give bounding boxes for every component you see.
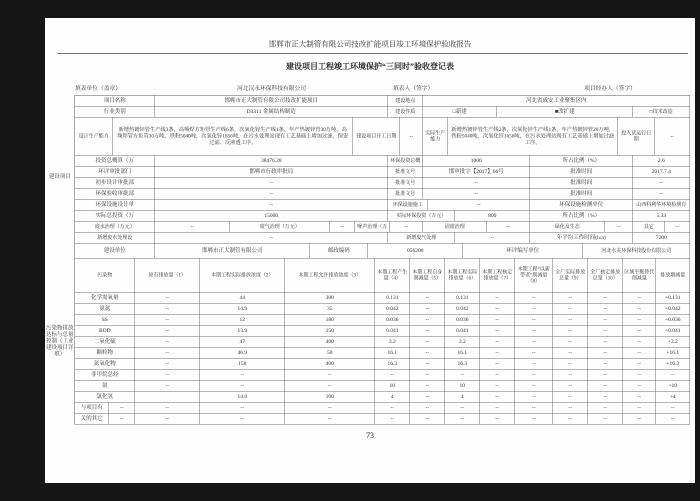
pollutant-cell: -- (588, 414, 623, 425)
nature-option-expand: ■改扩建 (497, 107, 633, 118)
pollutant-cell: -- (200, 370, 285, 381)
pollutant-cell: -- (588, 392, 623, 403)
pollutant-row (75, 337, 690, 348)
gas-cost-value: -- (330, 222, 355, 233)
pollutant-cell: -- (480, 414, 515, 425)
fill-unit-value: 河北汉永环保科技有限公司 (237, 85, 306, 92)
pollutant-cell: -- (480, 326, 515, 337)
pollutant-cell: -- (285, 381, 375, 392)
pollutant-cell: -- (553, 315, 588, 326)
pollutant-cell: -- (588, 337, 623, 348)
pollutant-cell: -- (623, 381, 656, 392)
pollutant-cell: 3.2 (445, 337, 480, 348)
actual-invest-label: 实际总投资（万 (75, 211, 155, 222)
pollutant-cell: 16.3 (375, 359, 410, 370)
pollutant-cell: -- (623, 337, 656, 348)
pollutant-header-cell: 全厂核定排放总量（10） (588, 259, 623, 293)
location-value: 河北省成安工业聚集区内 (423, 96, 690, 107)
pollutant-cell: 400 (285, 359, 375, 370)
pollutant-cell: -- (410, 414, 445, 425)
row-env-facility (75, 200, 690, 211)
pollutant-cell: -- (623, 315, 656, 326)
pollutant-cell: -- (515, 392, 553, 403)
pollutant-cell: +4 (656, 392, 690, 403)
pollutant-cell: 4 (445, 392, 480, 403)
pollutant-cell: 158 (200, 359, 285, 370)
pollutant-cell: -- (656, 403, 690, 414)
pollutant-header-cell: 原有排放量（1） (135, 259, 200, 293)
eia-date-value: 2017.7.4 (633, 167, 690, 178)
row-group-labels (45, 95, 75, 425)
noise-cost-label: 噪声治理（万 (355, 222, 390, 233)
pollutant-cell: -- (515, 403, 553, 414)
pollutant-cell: -- (623, 348, 656, 359)
pollutant-cell: +0.036 (656, 315, 690, 326)
pollutant-cell: -- (588, 315, 623, 326)
pollutant-cell: -- (553, 304, 588, 315)
pollutant-cell: -- (623, 414, 656, 425)
pollutant-cell: -- (410, 304, 445, 315)
pollutant-cell: -- (656, 370, 690, 381)
other-cost-label: 其它 (633, 222, 665, 233)
pollutant-cell: +16.3 (656, 359, 690, 370)
acceptance-doc-label: 批准文号 (388, 189, 423, 200)
pollutant-cell: 12 (200, 315, 285, 326)
pollutant-cell: -- (515, 414, 553, 425)
pollutant-cell: -- (623, 403, 656, 414)
pollutant-cell: -- (515, 293, 553, 304)
facility-build-value: -- (428, 200, 530, 211)
pollutant-cell: -- (135, 381, 200, 392)
new-gas-label: 新增废气处理 (388, 233, 455, 244)
pollutant-cell: -- (515, 359, 553, 370)
acceptance-dept-value: -- (155, 189, 388, 200)
pollutant-header-cell: 本期工程实际排放浓度（2） (200, 259, 285, 293)
actual-capacity-label: 实际生产能力 (423, 118, 448, 156)
pollutant-cell: 16.1 (445, 348, 480, 359)
pollutant-cell: -- (588, 381, 623, 392)
acceptance-dept-label: 环保验收审批部 (75, 189, 155, 200)
pollutant-cell: -- (588, 348, 623, 359)
pollutant-cell: +3.2 (656, 337, 690, 348)
actual-ratio-label: 所占比例（%） (530, 211, 633, 222)
pollutant-cell: -- (135, 414, 200, 425)
pollutant-cell: 35 (285, 304, 375, 315)
row-capacity (75, 118, 690, 156)
form-body (45, 95, 690, 425)
pollutant-cell: 非甲烷总烃 (75, 370, 135, 381)
solidwaste-cost-label: 固废治理 (423, 222, 487, 233)
pollutant-cell: +10 (656, 381, 690, 392)
pollutant-cell: -- (588, 293, 623, 304)
pollutant-cell: -- (445, 370, 480, 381)
pollutant-cell: -- (588, 304, 623, 315)
group-label-construction: 建设项目 (48, 173, 71, 180)
pollutant-cell: -- (410, 326, 445, 337)
facility-design-label: 环保设施设计单 (75, 200, 155, 211)
pollutant-cell: 46.9 (200, 348, 285, 359)
pollutant-cell: -- (200, 403, 285, 414)
report-header: 邯郸市正大制管有限公司技改扩能项目竣工环境保护验收报告 (268, 40, 472, 49)
row-industry (75, 107, 690, 118)
pollutant-cell: -- (480, 392, 515, 403)
env-invest-budget-value: 1000 (423, 156, 530, 167)
pollutant-cell: -- (200, 414, 285, 425)
pollutant-cell: -- (410, 359, 445, 370)
pollutant-cell: 0.042 (375, 304, 410, 315)
row-builder-unit (75, 244, 690, 259)
pollutant-cell: -- (623, 304, 656, 315)
actual-env-invest-value: 800 (455, 211, 530, 222)
env-invest-budget-label: 环保投资总概 (388, 156, 423, 167)
design-doc-value: -- (423, 178, 530, 189)
pollutant-cell (135, 392, 200, 403)
pollutant-cell: -- (515, 348, 553, 359)
row-treatment-costs (75, 222, 690, 233)
pollutant-cell: -- (109, 403, 135, 414)
form-table (75, 95, 691, 425)
pollutant-cell: 二氧化硫 (75, 337, 135, 348)
pollutant-cell: -- (135, 326, 200, 337)
page-number: 73 (366, 431, 374, 440)
postcode-label: 邮政编码 (310, 244, 368, 259)
pollutant-cell: -- (480, 370, 515, 381)
pollutant-cell: -- (135, 337, 200, 348)
pollutant-cell: 0.041 (445, 326, 480, 337)
fill-info-row (75, 82, 690, 94)
row-new-treatment (75, 233, 690, 244)
pollutant-cell: +0.041 (656, 326, 690, 337)
pollutant-cell: -- (553, 348, 588, 359)
pollutant-cell: 0.042 (445, 304, 480, 315)
pollutant-cell: -- (480, 403, 515, 414)
pollutant-header-cell: 本期工程自身削减量（5） (410, 259, 445, 293)
pollutant-cell: -- (515, 315, 553, 326)
pollutant-cell: -- (410, 348, 445, 359)
pollutant-cell: -- (480, 304, 515, 315)
design-approval-value: -- (155, 178, 388, 189)
pollutant-cell: -- (623, 392, 656, 403)
new-gas-value: -- (455, 233, 530, 244)
solidwaste-cost-value: -- (487, 222, 530, 233)
ratio-value: 2.6 (633, 156, 690, 167)
pollutant-header-cell: 本期工程“以新带老”削减量（8） (515, 259, 553, 293)
pollutant-cell: -- (135, 359, 200, 370)
pollutant-row (75, 392, 690, 403)
pollutant-cell: -- (285, 370, 375, 381)
pollutant-cell: 400 (285, 337, 375, 348)
nature-label: 建设性质 (388, 107, 423, 118)
pollutant-cell: 150 (285, 326, 375, 337)
pollutant-cell: -- (553, 392, 588, 403)
pollutant-cell: -- (588, 403, 623, 414)
form-title: 建设项目工程竣工环境保护“三同时”验收登记表 (285, 62, 454, 71)
pollutant-cell: 氯化氢 (75, 392, 135, 403)
pollutant-cell: +0.042 (656, 304, 690, 315)
postcode-value: 056200 (368, 244, 463, 259)
eia-writer-value: 河北水美环保科技股份有限公司 (583, 244, 690, 259)
row-actual-investment (75, 211, 690, 222)
pollutant-cell: -- (515, 337, 553, 348)
wastewater-cost-label: 废水治理（万元） (75, 222, 155, 233)
pollutant-row (75, 304, 690, 315)
pollutant-cell: 0.036 (375, 315, 410, 326)
design-capacity-label: 设计生产能力 (75, 118, 113, 156)
pollutant-cell: +16.1 (656, 348, 690, 359)
pollutant-cell: 14.0 (200, 392, 285, 403)
actual-ratio-value: 5.33 (633, 211, 690, 222)
pollutant-row (75, 403, 690, 414)
row-project-name (75, 96, 690, 107)
acceptance-doc-value: -- (423, 189, 530, 200)
actual-capacity-value: 新增热镀锌管生产线2条，次氧化锌生产线1条，年产热镀锌管20万吨，铁粉5040吨，次氧化锌1656吨，在污水处理站现有工艺基础上增加过滤工序。 (448, 118, 618, 156)
pollutant-cell: 180 (285, 315, 375, 326)
pollutant-header-cell: 本期工程产生量（4） (375, 259, 410, 293)
pollutant-row (75, 315, 690, 326)
pollutant-cell: -- (656, 414, 690, 425)
pollutant-cell: -- (623, 370, 656, 381)
pollutant-cell: -- (135, 348, 200, 359)
pollutant-cell: 10 (375, 381, 410, 392)
trial-date-value: -- (655, 118, 690, 156)
row-acceptance-approval (75, 189, 690, 200)
group-label-pollutant: 污染物排放达标与总量控制（工业建设项目详填） (46, 324, 74, 357)
fill-unit-label: 填表单位（盖章） (75, 85, 121, 92)
eia-writer-label: 环评编写单位 (463, 244, 583, 259)
builder-label: 建设单位 (75, 244, 155, 259)
pollutant-cell: 300 (285, 293, 375, 304)
acceptance-date-value: -- (633, 189, 690, 200)
pollutant-row (75, 293, 690, 304)
design-doc-label: 批准文号 (388, 178, 423, 189)
pollutant-header-cell: 本期工程允许排放浓度（3） (285, 259, 375, 293)
pollutant-cell: -- (285, 414, 375, 425)
pollutant-cell: -- (480, 381, 515, 392)
pollutant-row (75, 348, 690, 359)
pollutant-header-cell: 本期工程核定排放量（7） (480, 259, 515, 293)
pollutant-cell: -- (135, 403, 200, 414)
document-page (45, 18, 695, 483)
row-investment-budget (75, 156, 690, 167)
pollutant-cell: 3.2 (375, 337, 410, 348)
pollutant-cell: 与项目有 (75, 403, 109, 414)
pollutant-cell: -- (480, 337, 515, 348)
nature-option-tech: □技术改造 (633, 107, 690, 118)
pollutant-cell: -- (588, 359, 623, 370)
facility-test-value: 山西科利华环境检测有 (633, 200, 690, 211)
pollutant-cell: -- (375, 370, 410, 381)
pollutant-cell: -- (410, 370, 445, 381)
pollutant-cell: 100 (285, 392, 375, 403)
pollutant-cell: -- (480, 315, 515, 326)
invest-budget-value: 38476.28 (155, 156, 388, 167)
start-date-label: 建设项目开工日期 (353, 118, 400, 156)
location-label: 建设地点 (388, 96, 423, 107)
pollutant-cell: 0.131 (375, 293, 410, 304)
pollutant-cell: -- (445, 403, 480, 414)
pollutant-cell: -- (410, 293, 445, 304)
pollutant-cell: -- (410, 392, 445, 403)
pollutant-cell: -- (515, 326, 553, 337)
pollutant-cell: -- (410, 337, 445, 348)
other-cost-value: -- (665, 222, 690, 233)
nature-option-new: □新建 (423, 107, 497, 118)
fill-person-label: 填表人（签字） (393, 85, 434, 92)
pollutant-cell: -- (553, 326, 588, 337)
pollutant-cell: -- (623, 359, 656, 370)
pollutant-cell: +0.131 (656, 293, 690, 304)
pollutant-row (75, 326, 690, 337)
pollutant-row (75, 359, 690, 370)
noise-cost-value: -- (390, 222, 423, 233)
eia-date-label: 批准时间 (530, 167, 633, 178)
pollutant-cell: -- (410, 403, 445, 414)
pollutant-cell: -- (375, 403, 410, 414)
actual-env-invest-label: 实际环保投资（万元） (388, 211, 455, 222)
design-approval-label: 初步设计审批部 (75, 178, 155, 189)
eia-doc-label: 批准文号 (388, 167, 423, 178)
pollutant-cell: -- (623, 293, 656, 304)
facility-build-label: 环保设施施工 (388, 200, 428, 211)
pollutant-cell: 47 (200, 337, 285, 348)
pollutant-cell: -- (285, 403, 375, 414)
eia-dept-value: 邯郸市行政审批局 (155, 167, 388, 178)
pollutant-cell: -- (553, 293, 588, 304)
pollutant-cell: 关的其它 (75, 414, 109, 425)
pollutant-cell: -- (553, 414, 588, 425)
pollutant-cell: -- (553, 359, 588, 370)
industry-value: D3311 金属结构制造 (155, 107, 388, 118)
trial-date-label: 投入试运行日期 (618, 118, 655, 156)
pollutant-rows (75, 293, 690, 425)
pollutant-cell: -- (553, 381, 588, 392)
pollutant-cell: -- (135, 304, 200, 315)
pollutant-cell: -- (553, 403, 588, 414)
pollutant-row (75, 381, 690, 392)
greening-cost-label: 绿化及生态 (530, 222, 605, 233)
ratio-label: 所占比例（%） (530, 156, 633, 167)
pollutant-cell: -- (588, 370, 623, 381)
builder-value: 邯郸市正大制管有限公司 (155, 244, 310, 259)
pollutant-cell: -- (135, 370, 200, 381)
eia-dept-label: 环评审批部门 (75, 167, 155, 178)
pollutant-cell: 44 (200, 293, 285, 304)
pollutant-cell: 16.1 (375, 348, 410, 359)
new-wastewater-value: -- (155, 233, 388, 244)
work-hours-value: 7200 (633, 233, 690, 244)
facility-test-label: 环保设施检测单位 (530, 200, 633, 211)
invest-budget-label: 投资总概算（万 (75, 156, 155, 167)
pollutant-cell: -- (480, 348, 515, 359)
pollutant-cell: -- (553, 370, 588, 381)
eia-doc-value: 邯审批字【2017】66号 (423, 167, 530, 178)
pollutant-row (75, 370, 690, 381)
row-design-approval (75, 178, 690, 189)
acceptance-date-label: 批准时间 (530, 189, 633, 200)
work-hours-label: 年平均工作时间(h/a) (530, 233, 633, 244)
greening-cost-value: -- (605, 222, 633, 233)
pollutant-cell: -- (135, 293, 200, 304)
pollutant-cell: -- (480, 359, 515, 370)
pollutant-cell: -- (109, 414, 135, 425)
design-date-value: -- (633, 178, 690, 189)
pollutant-cell: 16.3 (445, 359, 480, 370)
facility-design-value: -- (155, 200, 388, 211)
pollutant-cell: 氨氮 (75, 304, 135, 315)
pollutant-cell: 10 (445, 381, 480, 392)
industry-label: 行业类别 (75, 107, 155, 118)
wastewater-cost-value: -- (155, 222, 230, 233)
pollutant-header-cell: 污染物 (75, 259, 135, 293)
pollutant-cell: 颗粒物 (75, 348, 135, 359)
pollutant-cell: -- (200, 381, 285, 392)
pollutant-cell: -- (445, 414, 480, 425)
pollutant-cell: -- (375, 414, 410, 425)
pollutant-cell: -- (588, 326, 623, 337)
pollutant-cell: -- (135, 315, 200, 326)
pollutant-cell: -- (553, 337, 588, 348)
pollutant-cell: BOD (75, 326, 135, 337)
pollutant-cell: 50 (285, 348, 375, 359)
new-wastewater-label: 新增废水处理设 (75, 233, 155, 244)
pollutant-cell: 0.041 (375, 326, 410, 337)
header-rule (57, 53, 688, 54)
pollutant-cell: -- (515, 304, 553, 315)
actual-invest-value: 15000 (155, 211, 388, 222)
project-name-value: 邯郸市正大制管有限公司技改扩能项目 (155, 96, 388, 107)
pollutant-cell: -- (623, 326, 656, 337)
pollutant-cell: 0.036 (445, 315, 480, 326)
pollutant-cell: -- (515, 381, 553, 392)
pollutant-cell: 化学需氧量 (75, 293, 135, 304)
pollutant-cell: -- (410, 381, 445, 392)
pollutant-header-row (75, 259, 690, 293)
start-date-value: -- (400, 118, 423, 156)
pollutant-row (75, 414, 690, 425)
fill-handler-label: 项目经办人（签字） (584, 85, 636, 92)
gas-cost-label: 废气治理（万元） (230, 222, 330, 233)
project-name-label: 项目名称 (75, 96, 155, 107)
pollutant-cell: SS (75, 315, 135, 326)
pollutant-header-cell: 本期工程实际排放量（6） (445, 259, 480, 293)
pollutant-cell: 氮氧化物 (75, 359, 135, 370)
pollutant-cell: 14.9 (200, 304, 285, 315)
pollutant-cell: -- (410, 315, 445, 326)
pollutant-header-cell: 全厂实际排放总量（9） (553, 259, 588, 293)
design-capacity-value: 新增热镀锌管生产线3条，高频焊方矩管生产线6条，次氧化锌生产线1条，年产热镀锌管30万吨，高频焊管方矩管30万吨，铁粉5040吨，次氧化锌1656吨，在污水处理站现有工艺基础上增加过滤、保安过滤、反渗透工序。 (113, 118, 353, 156)
pollutant-cell: -- (515, 370, 553, 381)
pollutant-cell: 氨 (75, 381, 135, 392)
pollutant-cell: 13.9 (200, 326, 285, 337)
pollutant-header-cell: 排放增减量 (656, 259, 690, 293)
pollutant-cell: -- (480, 293, 515, 304)
pollutant-header-cell: 区域平衡替代削减量 (623, 259, 656, 293)
design-date-label: 批准时间 (530, 178, 633, 189)
pollutant-cell: 4 (375, 392, 410, 403)
pollutant-cell: 0.131 (445, 293, 480, 304)
row-eia-approval (75, 167, 690, 178)
